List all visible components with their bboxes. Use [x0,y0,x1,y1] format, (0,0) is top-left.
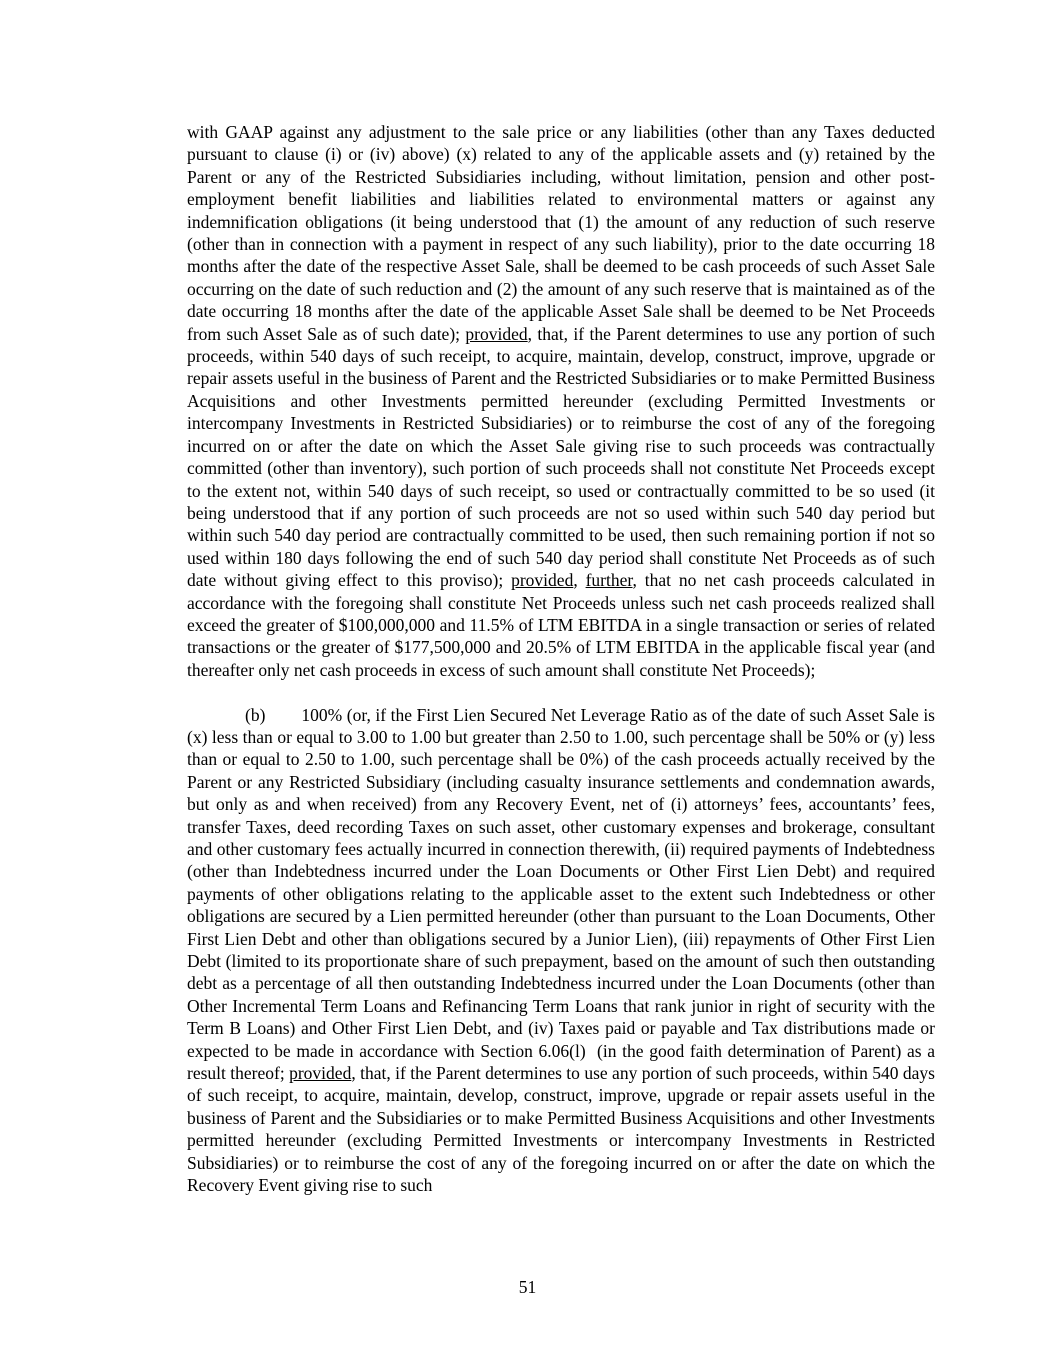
text-run: 100% (or, if the First Lien Secured Net Leverage Ratio as of the date of such Asset Sale is (x) less than or equal to 3.00 to 1.00 but greater than 2.50 to 1.00, such percentage shall be 50% or (y) less than or equal to 2.50 to 1.00, such percentage shall be 0%) of the cash proceeds actually received by the Parent or any Restricted Subsidiary (including casualty insurance settlements and condemnation awards, but only as and when received) from any Recovery Event, net of (i) attorneys’ fees, accountants’ fees, transfer Taxes, deed recording Taxes on such asset, other customary expenses and brokerage, consultant and other customary fees actually incurred in connection therewith, (ii) required payments of Indebtedness (other than Indebtedness incurred under the Loan Documents or Other First Lien Debt) and required payments of other obligations relating to the applicable asset to the extent such Indebtedness or other obligations are secured by a Lien permitted hereunder (other than pursuant to the Loan Documents, Other First Lien Debt and other than obligations secured by a Junior Lien), (iii) repayments of Other First Lien Debt (limited to its proportionate share of such prepayment, based on the amount of such then outstanding debt as a percentage of all then outstanding Indebtedness incurred under the Loan Documents (other than Other Incremental Term Loans and Refinancing Term Loans that rank junior in right of security with the Term B Loans) and Other First Lien Debt, and (iv) Taxes paid or payable and Tax distributions made or expected to be made in accordance with Section 6.06(l) (in the good faith determination of Parent) as a result thereof; [187,704,935,1084]
paragraph-clause-a-continuation [187,121,935,681]
text-run: , that, if the Parent determines to use any portion of such proceeds, within 540 days of such receipt, to acquire, maintain, develop, construct, improve, upgrade or repair assets useful in the business of Parent and the Subsidiaries or to make Permitted Business Acquisitions and other Investments permitted hereunder (excluding Permitted Investments or intercompany Investments in Restricted Subsidiaries) or to reimburse the cost of any of the foregoing incurred on or after the date on which the Recovery Event giving rise to such [187,1063,935,1196]
document-body [187,121,935,1196]
page-number: 51 [518,1277,537,1297]
underlined-term-provided: provided [289,1063,352,1084]
text-run: with GAAP against any adjustment to the sale price or any liabilities (other than any Taxes deducted pursuant to clause (i) or (iv) above) (x) related to any of the applicable assets and (y) retained by the Parent or any of the Restricted Subsidiaries including, without limitation, pension and other post-employment benefit liabilities and liabilities related to environmental matters or against any indemnification obligations (it being understood that (1) the amount of any reduction of such reserve (other than in connection with a payment in respect of any such liability), prior to the date occurring 18 months after the date of the respective Asset Sale, shall be deemed to be cash proceeds of such Asset Sale occurring on the date of such reduction and (2) the amount of any such reserve that is maintained as of the date occurring 18 months after the date of the applicable Asset Sale shall be deemed to be Net Proceeds from such Asset Sale as of such date); [187,122,935,344]
text-run: , that, if the Parent determines to use any portion of such proceeds, within 540 days of such receipt, to acquire, maintain, develop, construct, improve, upgrade or repair assets useful in the business of Parent and the Restricted Subsidiaries or to make Permitted Business Acquisitions and other Investments permitted hereunder (excluding Permitted Investments or intercompany Investments in Restricted Subsidiaries) or to reimburse the cost of any of the foregoing incurred on or after the date on which the Asset Sale giving rise to such proceeds was contractually committed (other than inventory), such portion of such proceeds shall not constitute Net Proceeds except to the extent not, within 540 days of such receipt, so used or contractually committed to be so used (it being understood that if any portion of such proceeds are not so used within such 540 day period but within such 540 day period are contractually committed to be used, then such remaining portion if not so used within 180 days following the end of such 540 day period shall constitute Net Proceeds as of such date without giving effect to this proviso); [187,323,935,591]
underlined-term-provided: provided [511,570,574,591]
underlined-term-further: further [585,570,633,591]
text-run: , [573,570,586,591]
underlined-term-provided: provided [465,323,528,344]
clause-label: (b) [245,704,266,725]
text-run: , that no net cash proceeds calculated in accordance with the foregoing shall constitute Net Proceeds unless such net cash proceeds realized shall exceed the greater of $100,000,000 and 11.5% of LTM EBITDA in a single transaction or series of related transactions or the greater of $177,500,000 and 20.5% of LTM EBITDA in the applicable fiscal year (and thereafter only net cash proceeds in excess of such amount shall constitute Net Proceeds); [187,570,936,680]
paragraph-clause-b [187,704,935,1197]
